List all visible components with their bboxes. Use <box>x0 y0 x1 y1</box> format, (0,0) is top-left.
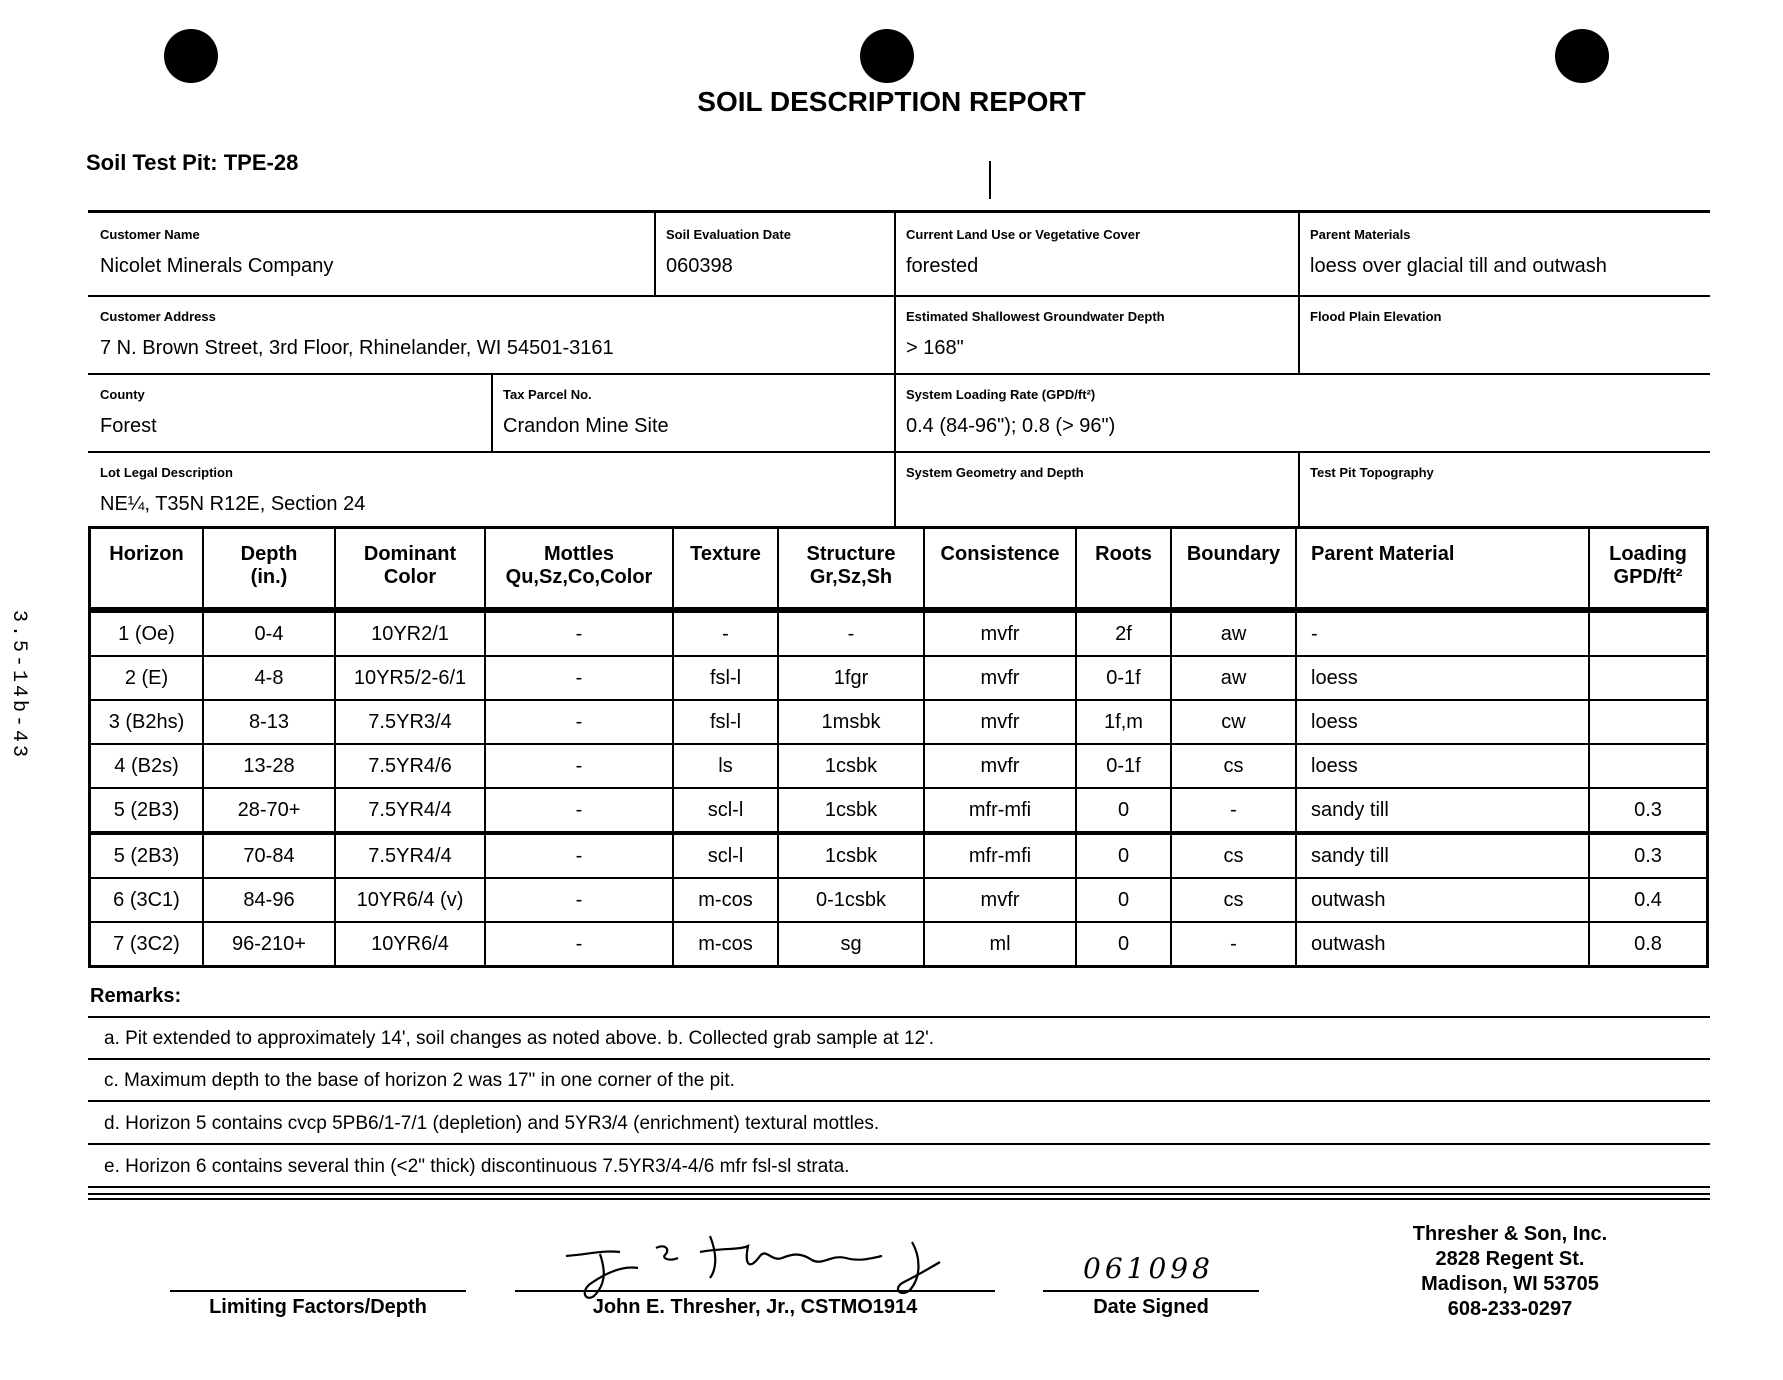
table-row <box>91 745 1706 789</box>
cell-parent-material: loess <box>1297 657 1590 701</box>
table-row <box>91 923 1706 965</box>
land-use-field <box>894 213 1298 295</box>
soil-evaluation-date-value: 060398 <box>666 255 733 277</box>
cell-consistence: mfr-mfi <box>925 789 1077 835</box>
cell-mottles: - <box>486 835 674 879</box>
cell-dominant-color: 7.5YR4/4 <box>336 835 486 879</box>
cell-roots: 0-1f <box>1077 745 1172 789</box>
cell-roots: 0 <box>1077 789 1172 835</box>
topography-field <box>1298 451 1710 529</box>
cell-boundary: - <box>1172 789 1297 835</box>
cell-texture: - <box>674 613 779 657</box>
col-header-line1: Mottles <box>544 543 614 565</box>
cell-horizon: 7 (3C2) <box>91 923 204 965</box>
remarks-bottom-rule <box>88 1193 1710 1195</box>
customer-address-value: 7 N. Brown Street, 3rd Floor, Rhinelander, WI 54501-3161 <box>100 337 614 359</box>
col-header-loading <box>1590 529 1706 613</box>
cell-depth: 0-4 <box>204 613 336 657</box>
remark-text: e. Horizon 6 contains several thin (<2" thick) discontinuous 7.5YR3/4-4/6 mfr fsl-sl strata. <box>104 1156 850 1177</box>
col-header-consistence <box>925 529 1077 613</box>
remark-line-e <box>88 1146 1710 1188</box>
system-geometry-field <box>894 451 1298 529</box>
flood-plain-label: Flood Plain Elevation <box>1310 309 1442 324</box>
cell-mottles: - <box>486 745 674 789</box>
cell-dominant-color: 7.5YR4/4 <box>336 789 486 835</box>
lot-legal-value: NE¼, T35N R12E, Section 24 <box>100 493 366 515</box>
col-header-line1: Roots <box>1095 543 1152 565</box>
cell-boundary: cs <box>1172 835 1297 879</box>
table-body <box>91 613 1706 965</box>
cell-boundary: cw <box>1172 701 1297 745</box>
remark-line-c <box>88 1060 1710 1102</box>
parent-materials-value: loess over glacial till and outwash <box>1310 255 1607 277</box>
land-use-label: Current Land Use or Vegetative Cover <box>906 227 1141 242</box>
firm-name: Thresher & Son, Inc. <box>1412 1223 1608 1245</box>
cell-texture: m-cos <box>674 923 779 965</box>
cell-mottles: - <box>486 701 674 745</box>
remarks-bottom-rule-2 <box>88 1198 1710 1200</box>
col-header-structure <box>779 529 925 613</box>
cell-mottles: - <box>486 657 674 701</box>
remark-line-d <box>88 1103 1710 1145</box>
cell-mottles: - <box>486 789 674 835</box>
cell-consistence: mfr-mfi <box>925 835 1077 879</box>
cell-dominant-color: 10YR2/1 <box>336 613 486 657</box>
groundwater-depth-label: Estimated Shallowest Groundwater Depth <box>906 309 1165 324</box>
cell-consistence: ml <box>925 923 1077 965</box>
side-code: 3.5-14b-43 <box>7 610 30 761</box>
parent-materials-field <box>1298 213 1710 295</box>
cell-roots: 0 <box>1077 835 1172 879</box>
soil-evaluation-date-field <box>654 213 894 295</box>
punch-hole-right <box>1555 29 1609 83</box>
customer-name-label: Customer Name <box>100 227 200 242</box>
cell-roots: 2f <box>1077 613 1172 657</box>
customer-address-label: Customer Address <box>100 309 216 324</box>
county-value: Forest <box>100 415 157 437</box>
soil-test-pit: Soil Test Pit: TPE-28 <box>86 150 299 175</box>
cell-horizon: 6 (3C1) <box>91 879 204 923</box>
cell-horizon: 2 (E) <box>91 657 204 701</box>
cell-depth: 8-13 <box>204 701 336 745</box>
col-header-line2: Qu,Sz,Co,Color <box>505 566 653 588</box>
table-row <box>91 879 1706 923</box>
county-label: County <box>100 387 145 402</box>
table-row <box>91 657 1706 701</box>
table-header-row <box>91 529 1706 613</box>
cell-structure: 1csbk <box>779 745 925 789</box>
remark-line-a <box>88 1018 1710 1060</box>
col-header-boundary <box>1172 529 1297 613</box>
cell-consistence: mvfr <box>925 701 1077 745</box>
cell-roots: 0 <box>1077 879 1172 923</box>
col-header-line1: Depth <box>240 543 298 565</box>
cell-horizon: 5 (2B3) <box>91 835 204 879</box>
remarks-title: Remarks: <box>90 985 182 1007</box>
handwritten-signature <box>560 1226 980 1306</box>
cell-horizon: 4 (B2s) <box>91 745 204 789</box>
col-header-line1: Loading <box>1609 543 1687 565</box>
cell-boundary: - <box>1172 923 1297 965</box>
cell-parent-material: loess <box>1297 701 1590 745</box>
table-row <box>91 835 1706 879</box>
cell-dominant-color: 10YR6/4 <box>336 923 486 965</box>
cell-boundary: aw <box>1172 657 1297 701</box>
col-header-line2: Color <box>383 566 437 588</box>
customer-address-field <box>88 295 894 373</box>
cell-depth: 28-70+ <box>204 789 336 835</box>
land-use-value: forested <box>906 255 979 277</box>
cell-loading <box>1590 745 1706 789</box>
firm-block <box>1390 1222 1630 1322</box>
loading-rate-field <box>894 373 1710 451</box>
cell-consistence: mvfr <box>925 613 1077 657</box>
cell-structure: 1fgr <box>779 657 925 701</box>
loading-rate-value: 0.4 (84-96"); 0.8 (> 96") <box>906 415 1116 437</box>
cell-texture: ls <box>674 745 779 789</box>
table-row <box>91 613 1706 657</box>
county-field <box>88 373 491 451</box>
horizon-table <box>88 526 1709 968</box>
cell-structure: - <box>779 613 925 657</box>
cell-boundary: aw <box>1172 613 1297 657</box>
table-row <box>91 789 1706 835</box>
cell-texture: scl-l <box>674 789 779 835</box>
cell-loading: 0.4 <box>1590 879 1706 923</box>
groundwater-depth-field <box>894 295 1298 373</box>
cell-texture: scl-l <box>674 835 779 879</box>
cell-mottles: - <box>486 923 674 965</box>
cell-texture: fsl-l <box>674 701 779 745</box>
col-header-line2: (in.) <box>250 566 288 588</box>
header-fields <box>88 210 1710 530</box>
cell-depth: 96-210+ <box>204 923 336 965</box>
cell-structure: 0-1csbk <box>779 879 925 923</box>
cell-consistence: mvfr <box>925 745 1077 789</box>
col-header-line1: Dominant <box>363 543 457 565</box>
date-signed-label: Date Signed <box>1093 1296 1209 1318</box>
cell-dominant-color: 10YR6/4 (v) <box>336 879 486 923</box>
col-header-line1: Structure <box>806 543 896 565</box>
col-header-line1: Boundary <box>1186 543 1281 565</box>
cell-horizon: 5 (2B3) <box>91 789 204 835</box>
cell-parent-material: outwash <box>1297 879 1590 923</box>
cell-loading: 0.3 <box>1590 835 1706 879</box>
stray-mark <box>989 161 991 199</box>
tax-parcel-label: Tax Parcel No. <box>503 387 592 402</box>
col-header-parent-material <box>1297 529 1590 613</box>
col-header-line1: Texture <box>690 543 761 565</box>
cell-consistence: mvfr <box>925 879 1077 923</box>
cell-depth: 4-8 <box>204 657 336 701</box>
cell-loading: 0.8 <box>1634 932 1662 955</box>
cell-parent-material: - <box>1297 613 1590 657</box>
col-header-dominant-color <box>336 529 486 613</box>
page-title: SOIL DESCRIPTION REPORT <box>697 86 1086 117</box>
lot-legal-label: Lot Legal Description <box>100 465 233 480</box>
tax-parcel-field <box>491 373 894 451</box>
cell-texture: m-cos <box>674 879 779 923</box>
cell-dominant-color: 10YR5/2-6/1 <box>336 657 486 701</box>
col-header-roots <box>1077 529 1172 613</box>
signature-line <box>515 1290 995 1292</box>
remark-text: a. Pit extended to approximately 14', soil changes as noted above. b. Collected grab sample at 12'. <box>104 1028 935 1049</box>
customer-name-value: Nicolet Minerals Company <box>100 255 334 277</box>
punch-hole-left <box>164 29 218 83</box>
flood-plain-field <box>1298 295 1710 373</box>
limiting-factors-label: Limiting Factors/Depth <box>209 1296 427 1318</box>
cell-mottles: - <box>486 613 674 657</box>
parent-materials-label: Parent Materials <box>1310 227 1411 242</box>
cell-structure: sg <box>779 923 925 965</box>
cell-roots: 0-1f <box>1077 657 1172 701</box>
col-header-line1: Parent Material <box>1311 543 1455 565</box>
topography-label: Test Pit Topography <box>1310 465 1434 480</box>
cell-consistence: mvfr <box>925 657 1077 701</box>
col-header-line1: Horizon <box>109 543 184 565</box>
cell-parent-material: sandy till <box>1297 835 1590 879</box>
cell-loading <box>1590 613 1706 657</box>
cell-parent-material: outwash <box>1297 923 1590 965</box>
cell-depth: 70-84 <box>204 835 336 879</box>
cell-loading <box>1590 701 1706 745</box>
firm-city: Madison, WI 53705 <box>1421 1273 1599 1295</box>
cell-texture: fsl-l <box>674 657 779 701</box>
cell-structure: 1msbk <box>779 701 925 745</box>
firm-phone: 608-233-0297 <box>1447 1298 1573 1320</box>
firm-street: 2828 Regent St. <box>1435 1248 1585 1270</box>
cell-parent-material: loess <box>1297 745 1590 789</box>
system-geometry-label: System Geometry and Depth <box>906 465 1084 480</box>
cell-boundary: cs <box>1172 879 1297 923</box>
cell-depth: 13-28 <box>204 745 336 789</box>
table-row <box>91 701 1706 745</box>
col-header-mottles <box>486 529 674 613</box>
remark-text: d. Horizon 5 contains cvcp 5PB6/1-7/1 (depletion) and 5YR3/4 (enrichment) textural mottles. <box>104 1113 880 1134</box>
col-header-depth <box>204 529 336 613</box>
cell-horizon: 3 (B2hs) <box>91 701 204 745</box>
col-header-line2: Gr,Sz,Sh <box>809 566 893 588</box>
cell-parent-material: sandy till <box>1297 789 1590 835</box>
col-header-texture <box>674 529 779 613</box>
cell-mottles: - <box>486 879 674 923</box>
punch-hole-center <box>860 29 914 83</box>
loading-rate-label: System Loading Rate (GPD/ft²) <box>906 387 1096 402</box>
date-signed-line <box>1043 1290 1259 1292</box>
groundwater-depth-value: > 168" <box>906 337 964 359</box>
col-header-horizon <box>91 529 204 613</box>
handwritten-date: 061098 <box>1083 1252 1214 1285</box>
cell-structure: 1csbk <box>779 835 925 879</box>
cell-depth: 84-96 <box>204 879 336 923</box>
tax-parcel-value: Crandon Mine Site <box>503 415 669 437</box>
customer-name-field <box>88 213 654 295</box>
cell-dominant-color: 7.5YR4/6 <box>336 745 486 789</box>
signer-name: John E. Thresher, Jr., CSTMO1914 <box>592 1296 918 1318</box>
col-header-line2: GPD/ft² <box>1613 566 1683 588</box>
cell-boundary: cs <box>1172 745 1297 789</box>
cell-horizon: 1 (Oe) <box>91 613 204 657</box>
soil-evaluation-date-label: Soil Evaluation Date <box>666 227 791 242</box>
cell-loading: 0.3 <box>1590 789 1706 835</box>
col-header-line1: Consistence <box>940 543 1060 565</box>
cell-roots: 1f,m <box>1077 701 1172 745</box>
cell-dominant-color: 7.5YR3/4 <box>336 701 486 745</box>
cell-loading <box>1590 657 1706 701</box>
cell-structure: 1csbk <box>779 789 925 835</box>
lot-legal-field <box>88 451 894 529</box>
limiting-factors-line <box>170 1290 466 1292</box>
cell-roots: 0 <box>1077 923 1172 965</box>
remark-text: c. Maximum depth to the base of horizon 2 was 17" in one corner of the pit. <box>104 1070 735 1091</box>
